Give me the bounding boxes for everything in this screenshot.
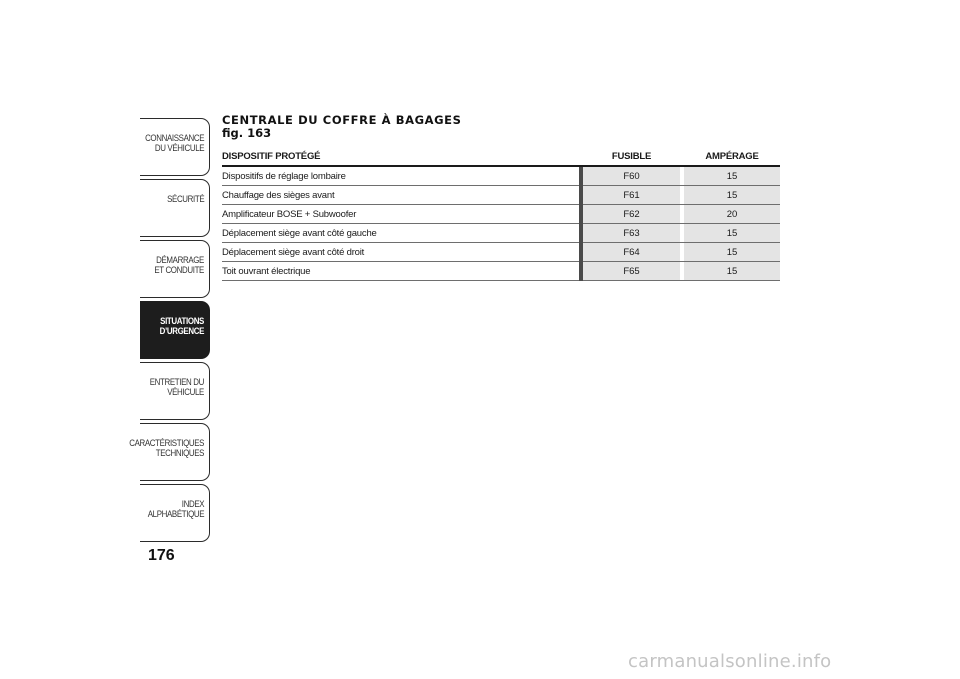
header-amperage: AMPÉRAGE [684, 148, 780, 166]
header-fusible: FUSIBLE [583, 148, 680, 166]
tab-label: CONNAISSANCE DU VÉHICULE [144, 133, 204, 153]
tab-entretien-du-vehicule[interactable] [140, 362, 210, 420]
cell-amperage: 15 [684, 166, 780, 186]
header-dispositif: DISPOSITIF PROTÉGÉ [222, 148, 579, 166]
table-row [222, 205, 780, 224]
cell-amperage: 15 [684, 186, 780, 205]
tab-label: SÉCURITÉ [166, 194, 204, 204]
cell-device: Chauffage des sièges avant [222, 186, 579, 205]
tab-index-alphabetique[interactable] [140, 484, 210, 542]
table-header-row [222, 148, 780, 166]
cell-device: Amplificateur BOSE + Subwoofer [222, 205, 579, 224]
tab-label: SITUATIONS D’URGENCE [159, 316, 204, 336]
cell-amperage: 20 [684, 205, 780, 224]
cell-device: Déplacement siège avant côté droit [222, 243, 579, 262]
table-row [222, 243, 780, 262]
tab-label: ENTRETIEN DU VÉHICULE [149, 377, 204, 397]
cell-amperage: 15 [684, 243, 780, 262]
table-row [222, 166, 780, 186]
cell-fuse: F63 [583, 224, 680, 243]
cell-device: Déplacement siège avant côté gauche [222, 224, 579, 243]
table-row [222, 186, 780, 205]
tab-securite[interactable] [140, 179, 210, 237]
fuse-table [222, 148, 780, 281]
table-row [222, 262, 780, 281]
tab-label: INDEX ALPHABÉTIQUE [147, 499, 204, 519]
page-number: 176 [148, 547, 175, 564]
cell-amperage: 15 [684, 262, 780, 281]
cell-device: Dispositifs de réglage lombaire [222, 166, 579, 186]
watermark: carmanualsonline.info [628, 651, 832, 672]
tab-demarrage-et-conduite[interactable] [140, 240, 210, 298]
figure-reference: fig. 163 [222, 126, 272, 140]
cell-fuse: F61 [583, 186, 680, 205]
tab-connaissance-du-vehicule[interactable] [140, 118, 210, 176]
cell-fuse: F60 [583, 166, 680, 186]
tab-label: CARACTÉRISTIQUES TECHNIQUES [129, 438, 204, 458]
tab-caracteristiques-techniques[interactable] [129, 423, 210, 481]
cell-fuse: F62 [583, 205, 680, 224]
section-title: CENTRALE DU COFFRE À BAGAGES [222, 113, 462, 127]
tab-label: DÉMARRAGE ET CONDUITE [154, 255, 204, 275]
cell-fuse: F65 [583, 262, 680, 281]
table-row [222, 224, 780, 243]
cell-amperage: 15 [684, 224, 780, 243]
cell-device: Toit ouvrant électrique [222, 262, 579, 281]
tab-situations-d-urgence[interactable] [140, 301, 210, 359]
cell-fuse: F64 [583, 243, 680, 262]
